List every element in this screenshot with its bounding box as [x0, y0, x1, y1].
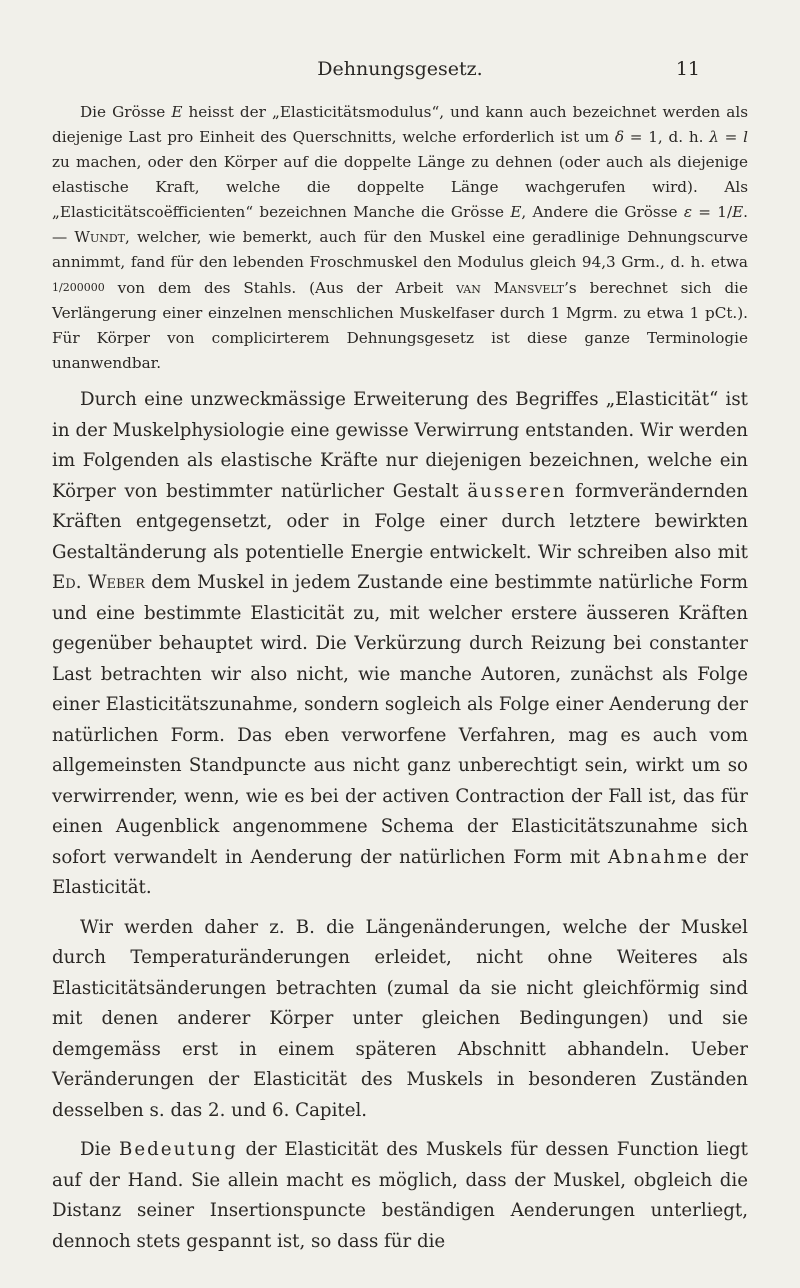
paragraph-2	[52, 385, 748, 904]
text-run: = 1/	[691, 203, 733, 221]
text-run: zu machen, oder den Körper auf die doppelte Länge zu dehnen (oder auch als diejenige elastische Kraft, welche die doppelte Länge wachgerufen wird). Als „Elasticitätscoëfficienten“ bezeichnen Manche die Grösse	[52, 153, 748, 221]
running-head	[0, 54, 800, 84]
main-text-block	[52, 385, 748, 1257]
paragraph-1	[52, 100, 748, 376]
emphasis-spaced: Abnahme	[607, 846, 710, 868]
text-run: der Elasticität.	[52, 846, 748, 898]
math-symbol: E	[171, 103, 183, 121]
text-run: , Andere die Grösse	[521, 203, 684, 221]
emphasis-spaced: äusseren	[467, 480, 567, 502]
text-run: von dem des Stahls. (Aus der Arbeit	[104, 279, 457, 297]
text-run: Die	[80, 1139, 120, 1160]
author-name: van Mansvelt	[456, 279, 565, 297]
author-name: Wundt	[74, 228, 126, 246]
fraction: 1/200000	[52, 281, 105, 294]
math-symbol: E	[732, 203, 744, 221]
paragraph-3	[52, 913, 748, 1127]
text-run: der Elasticität des Muskels für dessen Function liegt auf der Hand. Sie allein macht es möglich, dass der Muskel, obgleich die Distanz seiner Insertionspuncte beständigen Aenderungen unterliegt, dennoch stets gespannt ist, so dass für die	[52, 1139, 748, 1252]
page-number: 11	[675, 58, 700, 80]
text-run: formverändernden Kräften entgegensetzt, oder in Folge einer durch letztere bewirkten Gestaltänderung als potentielle Energie entwickelt. Wir schreiben also mit	[52, 480, 748, 563]
text-run: Durch eine unzweckmässige Erweiterung des Begriffes „Elasticität“ ist in der Muskelphysiologie eine gewisse Verwirrung entstanden. Wir werden im Folgenden als elastische Kräfte nur diejenigen bezeichnen, welche ein Körper von bestimmter natürlicher Gestalt	[52, 389, 748, 502]
text-run: = 1, d. h.	[623, 128, 710, 146]
text-run: dem Muskel in jedem Zustande eine bestimmte natürliche Form und eine bestimmte Elasticität zu, mit welcher erstere äusseren Kräften gegenüber behauptet wird. Die Verkürzung durch Reizung bei constanter Last betrachten wir also nicht, wie manche Autoren, zunächst als Folge einer Elasticitätszunahme, sondern sogleich als Folge einer Aenderung der natürlichen Form. Das eben verworfene Verfahren, mag es auch vom allgemeinsten Standpuncte aus nicht ganz unberechtigt sein, wirkt um so verwirrender, wenn, wie es bei der activen Contraction der Fall ist, das für einen Augenblick angenommene Schema der Elasticitätszunahme sich sofort verwandelt in Aenderung der natürlichen Form mit	[52, 572, 748, 868]
math-symbol: λ	[709, 128, 719, 146]
math-symbol: ε	[683, 203, 692, 221]
math-symbol: l	[743, 128, 748, 146]
text-run: =	[718, 128, 744, 146]
body-text	[52, 100, 748, 1266]
footnote-block	[52, 100, 748, 376]
text-run: ’s berechnet sich die Verlängerung einer einzelnen menschlichen Muskelfaser durch 1 Mgrm. zu etwa 1 pCt.). Für Körper von complicirterem Dehnungsgesetz ist diese ganze Terminologie unanwendbar.	[52, 279, 749, 372]
paragraph-4	[52, 1135, 748, 1257]
text-run: . —	[52, 203, 748, 246]
text-run: Wir werden daher z. B. die Längenänderungen, welche der Muskel durch Temperaturänderungen erleidet, nicht ohne Weiteres als Elasticitätsänderungen betrachten (zumal da sie nicht gleichförmig sind mit denen anderer Körper unter gleichen Bedingungen) und sie demgemäss erst in einem späteren Abschnitt abhandeln. Ueber Veränderungen der Elasticität des Muskels in besonderen Zuständen desselben s. das 2. und 6. Capitel.	[52, 916, 748, 1121]
text-run: heisst der „Elasticitätsmodulus“, und kann auch bezeichnet werden als diejenige Last pro Einheit des Querschnitts, welche erforderlich ist um	[52, 103, 748, 146]
text-run: Die Grösse	[80, 103, 172, 121]
running-title: Dehnungsgesetz.	[317, 58, 483, 80]
math-symbol: δ	[614, 128, 624, 146]
text-run: , welcher, wie bemerkt, auch für den Muskel eine geradlinige Dehnungscurve annimmt, fand für den lebenden Froschmuskel den Modulus gleich 94,3 Grm., d. h. etwa	[52, 228, 749, 271]
author-name: Ed. Weber	[52, 572, 145, 593]
emphasis-spaced: Bedeutung	[119, 1139, 238, 1160]
math-symbol: E	[510, 203, 522, 221]
